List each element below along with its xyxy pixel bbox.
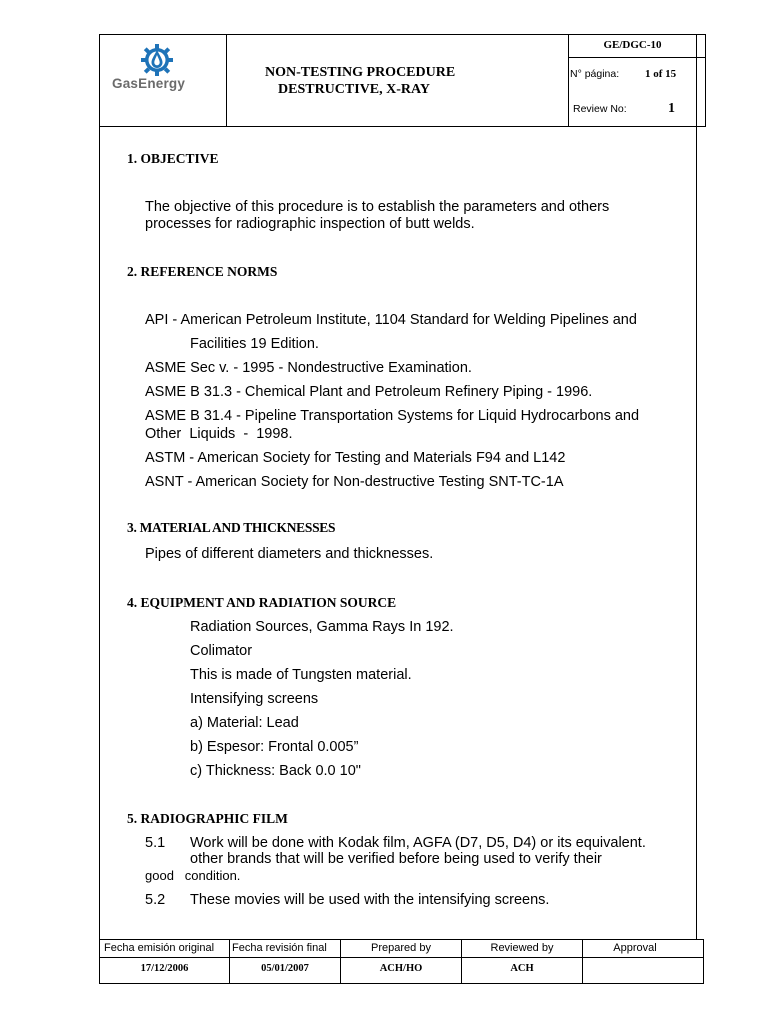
equipment-item: b) Espesor: Frontal 0.005” [190, 739, 359, 755]
objective-line-2: processes for radiographic inspection of butt welds. [145, 216, 475, 232]
norm-asme-b314-line-1: ASME B 31.4 - Pipeline Transportation Systems for Liquid Hydrocarbons and [145, 408, 640, 424]
equipment-item: Intensifying screens [190, 691, 319, 707]
footer-header-prepared-by: Prepared by [371, 942, 431, 954]
norm-asme-sec: ASME Sec v. - 1995 - Nondestructive Examination. [145, 360, 472, 376]
company-logo [104, 38, 222, 98]
gas-drop-gear-icon [138, 40, 176, 78]
equipment-item: Radiation Sources, Gamma Rays In 192. [190, 619, 454, 635]
film-item-1-line-3: good condition. [145, 868, 241, 883]
norm-api-line-1: API - American Petroleum Institute, 1104 Standard for Welding Pipelines and [145, 312, 637, 328]
norm-asnt: ASNT - American Society for Non-destructive Testing SNT-TC-1A [145, 474, 564, 490]
page-right-border [696, 126, 697, 940]
film-item-1-line-1: Work will be done with Kodak film, AGFA (D7, D5, D4) or its equivalent. [190, 835, 646, 851]
document-title [265, 64, 455, 98]
section-1-heading: 1. OBJECTIVE [127, 151, 219, 166]
film-item-2-text: These movies will be used with the intensifying screens. [190, 892, 550, 908]
footer-value-issue-date: 17/12/2006 [140, 963, 189, 974]
equipment-list [190, 619, 454, 787]
section-4-heading: 4. EQUIPMENT AND RADIATION SOURCE [127, 595, 397, 610]
equipment-item: This is made of Tungsten material. [190, 667, 412, 683]
review-value: 1 [668, 101, 675, 116]
footer-value-revision-date: 05/01/2007 [261, 963, 309, 974]
footer-header-revision-date: Fecha revisión final [232, 942, 327, 954]
section-2-heading: 2. REFERENCE NORMS [127, 264, 278, 279]
film-item-number-1: 5.1 [145, 835, 166, 851]
film-item-number-2: 5.2 [145, 892, 166, 908]
page-value: 1 of 15 [645, 68, 677, 80]
page-left-border [99, 126, 100, 940]
norm-astm: ASTM - American Society for Testing and Materials F94 and L142 [145, 450, 566, 466]
material-text: Pipes of different diameters and thicknesses. [145, 546, 434, 562]
footer-value-prepared-by: ACH/HO [379, 963, 423, 974]
footer-header-approval: Approval [613, 942, 657, 954]
review-label: Review No: [573, 103, 627, 115]
norm-api-line-2: Facilities 19 Edition. [190, 336, 319, 352]
footer-value-reviewed-by: ACH [510, 963, 534, 974]
logo-text: GasEnergy [112, 76, 186, 91]
norm-asme-b313: ASME B 31.3 - Chemical Plant and Petroleum Refinery Piping - 1996. [145, 384, 593, 400]
equipment-item: Colimator [190, 643, 253, 659]
norm-asme-b314-line-2: Other Liquids - 1998. [145, 426, 293, 442]
equipment-item: a) Material: Lead [190, 715, 299, 731]
equipment-item: c) Thickness: Back 0.0 10" [190, 763, 361, 779]
footer-header-reviewed-by: Reviewed by [490, 942, 554, 954]
objective-line-1: The objective of this procedure is to establish the parameters and others [145, 199, 610, 215]
page-label: N° página: [570, 68, 620, 80]
footer-header-issue-date: Fecha emisión original [104, 942, 215, 954]
title-line-2: DESTRUCTIVE, X-RAY [278, 82, 430, 97]
section-5-heading: 5. RADIOGRAPHIC FILM [127, 811, 288, 826]
title-line-1: NON-TESTING PROCEDURE [265, 65, 456, 80]
film-item-1-line-2: other brands that will be verified before being used to verify their [190, 851, 602, 867]
section-3-heading: 3. MATERIAL AND THICKNESSES [127, 520, 336, 535]
document-code: GE/DGC-10 [603, 39, 662, 51]
